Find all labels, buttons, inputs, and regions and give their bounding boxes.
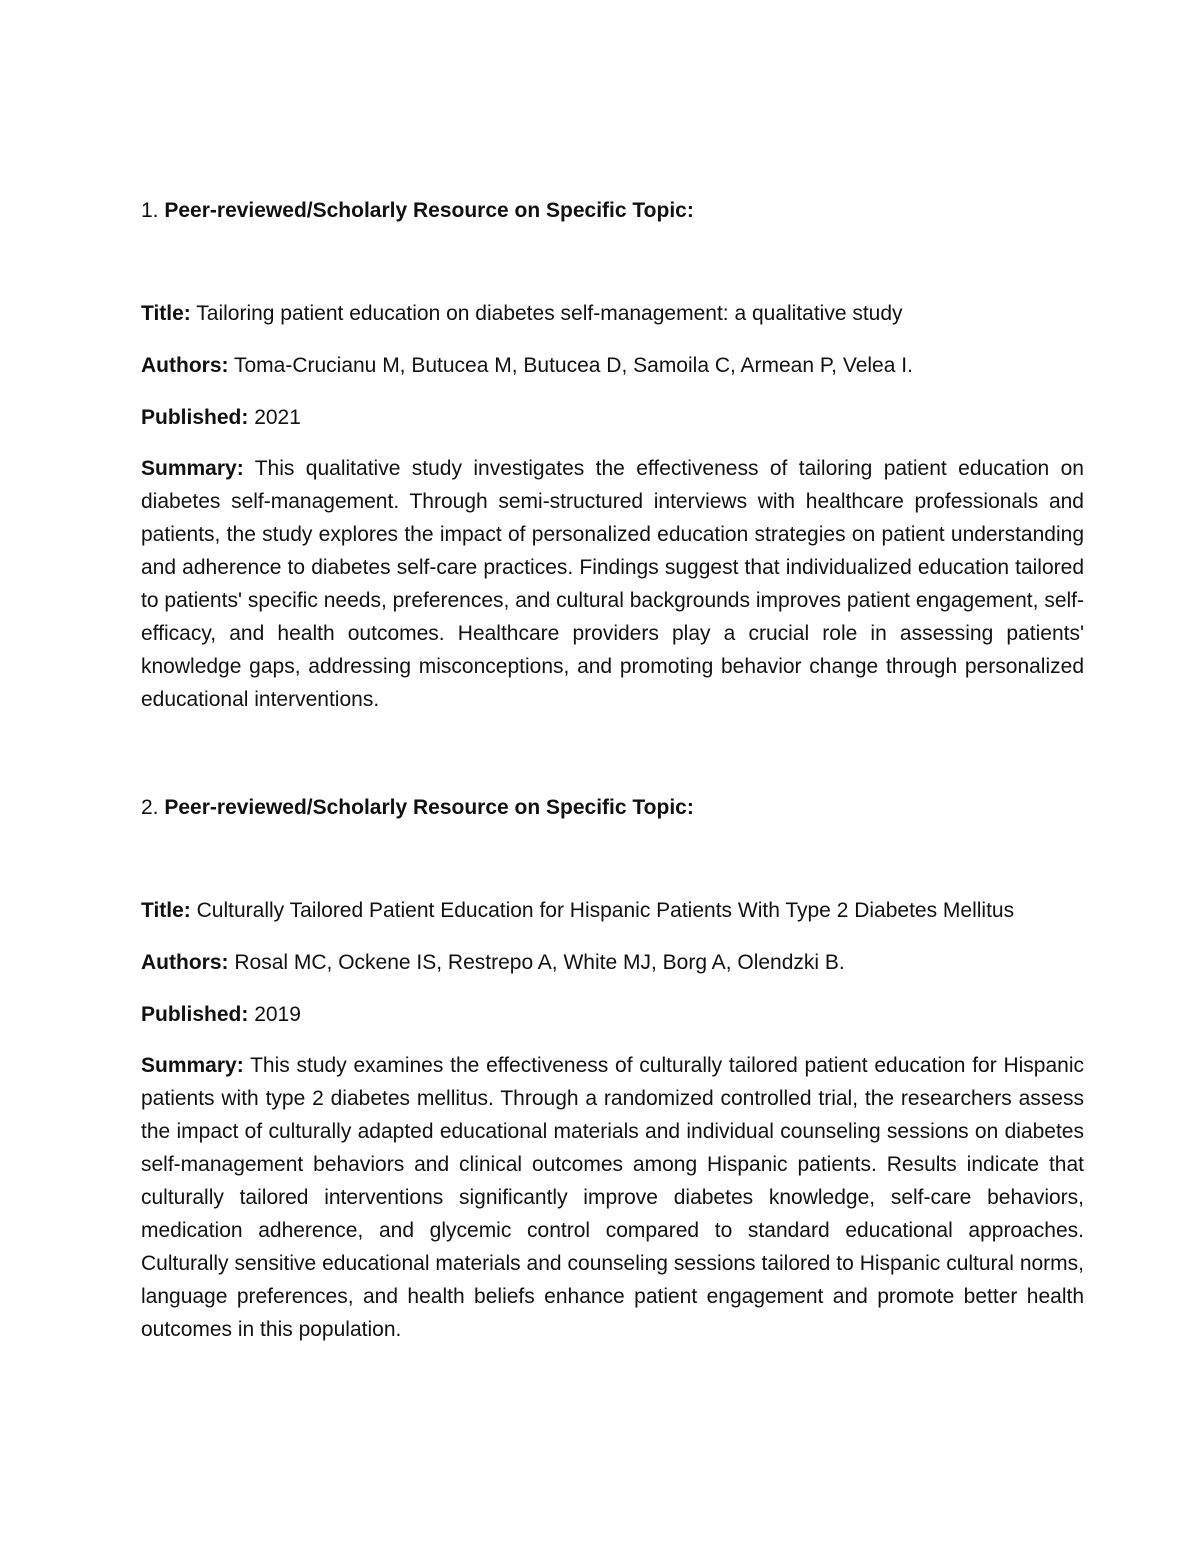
authors-value: Rosal MC, Ockene IS, Restrepo A, White MJ, Borg A, Olendzki B. bbox=[234, 951, 845, 974]
resource-summary bbox=[141, 1049, 1084, 1346]
authors-label: Authors: bbox=[141, 354, 229, 377]
resource-number: 1. bbox=[141, 199, 159, 222]
title-value: Culturally Tailored Patient Education for Hispanic Patients With Type 2 Diabetes Mellitus bbox=[196, 899, 1015, 922]
resource-section-1 bbox=[141, 196, 1084, 716]
resource-authors bbox=[141, 947, 1084, 979]
published-value: 2019 bbox=[254, 1003, 301, 1026]
title-label: Title: bbox=[141, 302, 191, 325]
resource-heading-label: Peer-reviewed/Scholarly Resource on Specific Topic: bbox=[164, 796, 694, 819]
published-label: Published: bbox=[141, 406, 249, 429]
published-value: 2021 bbox=[254, 406, 301, 429]
summary-label: Summary: bbox=[141, 1054, 244, 1077]
resource-published bbox=[141, 402, 1084, 434]
title-value: Tailoring patient education on diabetes self-management: a qualitative study bbox=[196, 302, 903, 325]
authors-label: Authors: bbox=[141, 951, 229, 974]
resource-title bbox=[141, 895, 1084, 927]
resource-section-2 bbox=[141, 793, 1084, 1346]
resource-number: 2. bbox=[141, 796, 159, 819]
resource-heading bbox=[141, 793, 1084, 823]
summary-label: Summary: bbox=[141, 457, 244, 480]
summary-value: This study examines the effectiveness of culturally tailored patient education for Hispanic patients with type 2 diabetes mellitus. Through a randomized controlled trial, the researchers assess the impact of culturally adapted educational materials and individual counseling sessions on diabetes self-management behaviors and clinical outcomes among Hispanic patients. Results indicate that culturally tailored interventions significantly improve diabetes knowledge, self-care behaviors, medication adherence, and glycemic control compared to standard educational approaches. Culturally sensitive educational materials and counseling sessions tailored to Hispanic cultural norms, language preferences, and health beliefs enhance patient engagement and promote better health outcomes in this population. bbox=[141, 1054, 1084, 1341]
published-label: Published: bbox=[141, 1003, 249, 1026]
resource-authors bbox=[141, 350, 1084, 382]
authors-value: Toma-Crucianu M, Butucea M, Butucea D, Samoila C, Armean P, Velea I. bbox=[233, 354, 913, 377]
resource-title bbox=[141, 298, 1084, 330]
resource-summary bbox=[141, 452, 1084, 716]
resource-heading-label: Peer-reviewed/Scholarly Resource on Specific Topic: bbox=[164, 199, 694, 222]
resource-published bbox=[141, 999, 1084, 1031]
resource-heading bbox=[141, 196, 1084, 226]
summary-value: This qualitative study investigates the effectiveness of tailoring patient education on diabetes self-management. Through semi-structured interviews with healthcare professionals and patients, the study explores the impact of personalized education strategies on patient understanding and adherence to diabetes self-care practices. Findings suggest that individualized education tailored to patients' specific needs, preferences, and cultural backgrounds improves patient engagement, self-efficacy, and health outcomes. Healthcare providers play a crucial role in assessing patients' knowledge gaps, addressing misconceptions, and promoting behavior change through personalized educational interventions. bbox=[141, 457, 1084, 711]
title-label: Title: bbox=[141, 899, 191, 922]
